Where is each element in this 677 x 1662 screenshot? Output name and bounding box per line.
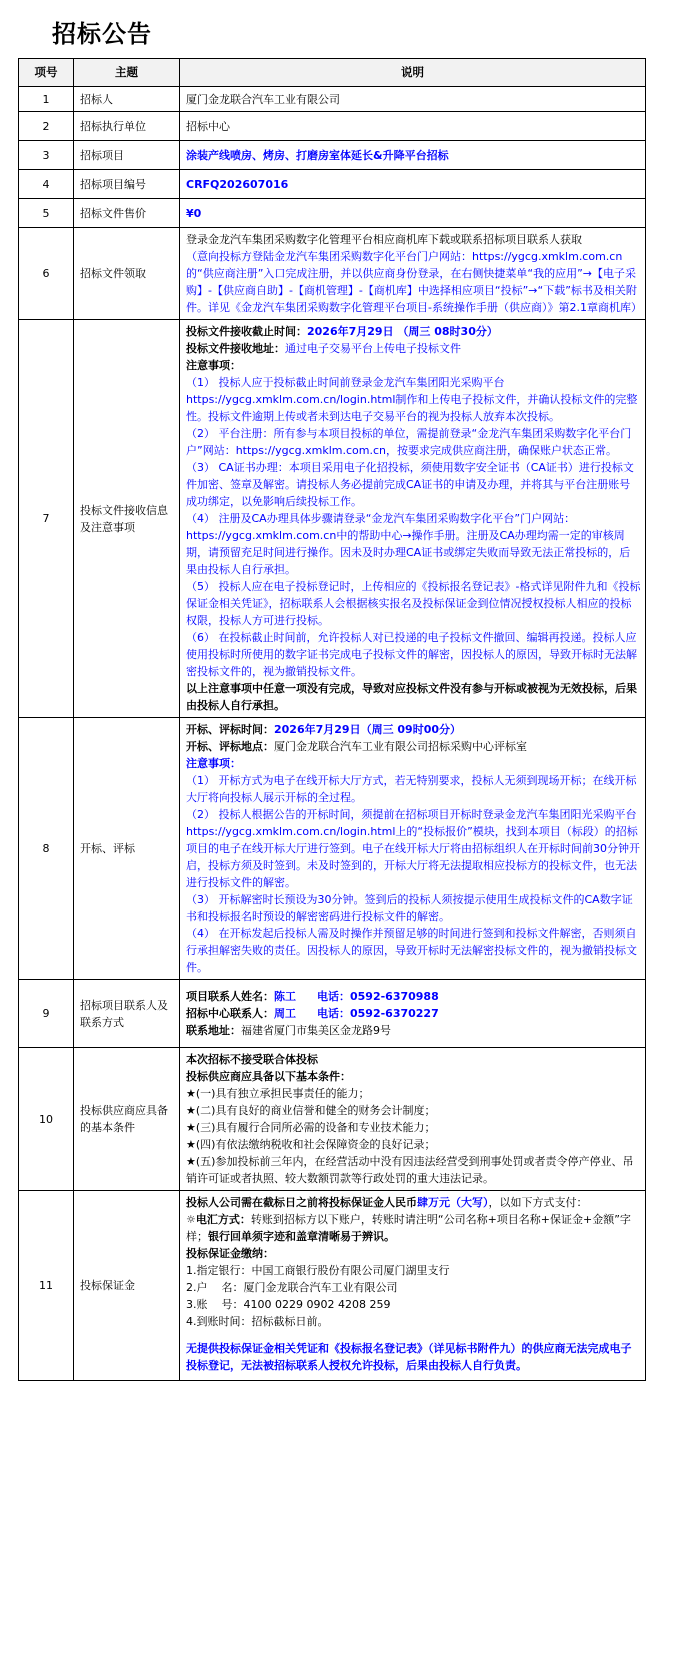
row-no: 11 [19,1191,74,1381]
row-subject: 招标项目联系人及联系方式 [74,980,180,1048]
note-item: （1） 开标方式为电子在线开标大厅方式，若无特别要求，投标人无须到现场开标；在线开标大厅将向投标人展示开标的全过程。 [186,774,637,804]
row-no: 4 [19,170,74,199]
note-item: （1） 投标人应于投标截止时间前登录金龙汽车集团阳光采购平台https://ygcg.xmklm.com.cn/login.html制作和上传电子投标文件，并确认投标文件的完整性。投标文件逾期上传或者未到达电子交易平台的视为投标人放弃本次投标。 [186,376,638,423]
account-number: 3.账 号：4100 0229 0902 4208 259 [186,1298,391,1311]
row-no: 8 [19,718,74,980]
row-no: 3 [19,141,74,170]
table-row [19,141,646,170]
deposit-amount: 肆万元（大写） [417,1196,489,1209]
note-item: （4） 注册及CA办理具体步骤请登录“金龙汽车集团采购数字化平台”门户网站：https://ygcg.xmklm.com.cn中的帮助中心→操作手册。注册及CA办理均需一定的审核周期，请预留充足时间进行操作。因未及时办理CA证书或绑定失败而导致无法正常投标的，后果由投标人自行承担。 [186,512,631,576]
deposit-text: 投标人公司需在截标日之前将投标保证金人民币 [186,1196,417,1209]
contact1-label: 项目联系人姓名： [186,990,274,1003]
place-value: 厦门金龙联合汽车工业有限公司招标采购中心评标室 [274,740,527,753]
cond-item: ★(五)参加投标前三年内，在经营活动中没有因违法经营受到刑事处罚或者责令停产停业、吊销许可证或者执照、较大数额罚款等行政处罚的重大违法记录。 [186,1155,634,1185]
row-no: 5 [19,199,74,228]
row-desc [180,718,646,980]
note-item: （2） 投标人根据公告的开标时间，须提前在招标项目开标时登录金龙汽车集团阳光采购平台https://ygcg.xmklm.com.cn/login.html上的“投标报价”模块，找到本项目（标段）的招标项目的电子在线开标大厅进行签到。电子在线开标大厅将由招标组织人在开标时间前30分钟开启，投标方须及时签到。未及时签到的，开标大厅将无法提取相应投标方的投标文件，也无法进行投标文件的解密。 [186,808,640,889]
cond-item: ★(一)具有独立承担民事责任的能力； [186,1087,370,1100]
table-row [19,718,646,980]
row-subject: 投标文件接收信息及注意事项 [74,320,180,718]
account-name: 2.户 名：厦门金龙联合汽车工业有限公司 [186,1281,398,1294]
addr-label: 投标文件接收地址： [186,342,285,355]
r6-line2: （意向投标方登陆金龙汽车集团采购数字化平台门户网站：https://ygcg.xmklm.com.cn的“供应商注册”入口完成注册，并以供应商身份登录，在右侧快捷菜单“我的应用”→【电子采购】-【供应商自助】-【商机管理】-【商机库】中选择相应项目“投标”→“下载”标书及相关附件。详见《金龙汽车集团采购数字化管理平台项目-系统操作手册（供应商）》第2.1章商机库） [186,250,642,314]
deposit-heading: 投标保证金缴纳： [186,1247,274,1260]
wire-text: 转账到招标方以下账户，转账时请注明“公司名称+项目名称+保证金+金额”字样； [186,1213,631,1243]
contact2-tel: 电话：0592-6370227 [316,1007,439,1020]
row-subject: 投标供应商应具备的基本条件 [74,1048,180,1191]
header-desc: 说明 [180,59,646,87]
table-row [19,1048,646,1191]
note-item: （2） 平台注册：所有参与本项目投标的单位，需提前登录“金龙汽车集团采购数字化平台门户”网站：https://ygcg.xmklm.com.cn，按要求完成供应商注册，确保账户状态正常。 [186,427,632,457]
note-item: （4） 在开标发起后投标人需及时操作并预留足够的时间进行签到和投标文件解密，否则须自行承担解密失败的责任。因投标人的原因，导致开标时无法解密投标文件的，视为撤销投标文件。 [186,927,637,974]
row-no: 1 [19,87,74,112]
table-row [19,87,646,112]
row-subject: 招标文件售价 [74,199,180,228]
addr-value: 通过电子交易平台上传电子投标文件 [285,342,461,355]
notes-label: 注意事项： [186,359,241,372]
table-header [19,59,646,87]
table-row [19,112,646,141]
wire-label: ☼电汇方式： [186,1213,251,1226]
row-desc [180,980,646,1048]
note-item: （5） 投标人应在电子投标登记时，上传相应的《投标报名登记表》-格式详见附件九和《投标保证金相关凭证》，招标联系人会根据核实报名及投标保证金到位情况授权投标人相应的投标权限，投标人方可进行投标。 [186,580,641,627]
row-no: 7 [19,320,74,718]
place-label: 开标、评标地点： [186,740,274,753]
warning-text: 以上注意事项中任意一项没有完成，导致对应投标文件没有参与开标或被视为无效投标，后果由投标人自行承担。 [186,682,637,712]
contact-addr-label: 联系地址： [186,1024,241,1037]
cond-item: ★(三)具有履行合同所必需的设备和专业技术能力； [186,1121,436,1134]
row-subject: 开标、评标 [74,718,180,980]
cond-line: 投标供应商应具备以下基本条件： [186,1070,351,1083]
time-label: 开标、评标时间： [186,723,274,736]
row-subject: 招标项目 [74,141,180,170]
row-desc: 招标中心 [180,112,646,141]
contact1-tel: 电话：0592-6370988 [316,990,439,1003]
note-item: （6） 在投标截止时间前，允许投标人对已投递的电子投标文件撤回、编辑再投递。投标人应使用投标时所使用的数字证书完成电子投标文件的解密，因投标人的原因，导致开标时无法解密投标文件的，视为撤销投标文件。 [186,631,637,678]
page-title: 招标公告 [52,20,152,48]
row-desc [180,228,646,320]
row-subject: 招标执行单位 [74,112,180,141]
row-no: 10 [19,1048,74,1191]
deposit-text-end: ，以如下方式支付： [488,1196,588,1209]
due-line: 4.到账时间：招标截标日前。 [186,1315,329,1328]
table-row [19,199,646,228]
row-desc: CRFQ202607016 [180,170,646,199]
contact2-label: 招标中心联系人： [186,1007,274,1020]
wire-note: 银行回单须字迹和盖章清晰易于辨识。 [208,1230,395,1243]
bank-line: 1.指定银行：中国工商银行股份有限公司厦门湖里支行 [186,1264,450,1277]
row-subject: 招标项目编号 [74,170,180,199]
cond-item: ★(二)具有良好的商业信誉和健全的财务会计制度； [186,1104,436,1117]
row-desc: ¥0 [180,199,646,228]
header-no: 项号 [19,59,74,87]
row-desc [180,1048,646,1191]
deadline-value: 2026年7月29日 （周三 08时30分） [307,325,498,338]
table-row [19,170,646,199]
row-desc [180,1191,646,1381]
table-row [19,320,646,718]
row-desc: 厦门金龙联合汽车工业有限公司 [180,87,646,112]
note-item: （3） CA证书办理：本项目采用电子化招投标，须使用数字安全证书（CA证书）进行投标文件加密、签章及解密。请投标人务必提前完成CA证书的申请及办理，并将其与平台注册账号成功绑定，以免影响后续投标工作。 [186,461,634,508]
row-no: 6 [19,228,74,320]
header-subject: 主题 [74,59,180,87]
time-value: 2026年7月29日（周三 09时00分） [274,723,462,736]
notes-label: 注意事项： [186,757,241,770]
bid-table [18,58,646,1381]
cond-item: ★(四)有依法缴纳税收和社会保障资金的良好记录； [186,1138,436,1151]
contact-addr-value: 福建省厦门市集美区金龙路9号 [241,1024,391,1037]
row-subject: 招标人 [74,87,180,112]
row-subject: 招标文件领取 [74,228,180,320]
cond-line: 本次招标不接受联合体投标 [186,1053,318,1066]
table-row [19,1191,646,1381]
row-no: 9 [19,980,74,1048]
table-row [19,228,646,320]
row-no: 2 [19,112,74,141]
deadline-label: 投标文件接收截止时间： [186,325,307,338]
row-subject: 投标保证金 [74,1191,180,1381]
row-desc: 涂装产线喷房、烤房、打磨房室体延长&升降平台招标 [180,141,646,170]
row-desc [180,320,646,718]
table-row [19,980,646,1048]
contact2-name: 周工 [274,1007,296,1020]
contact1-name: 陈工 [274,990,296,1003]
r6-line1: 登录金龙汽车集团采购数字化管理平台相应商机库下载或联系招标项目联系人获取 [186,233,582,246]
note-item: （3） 开标解密时长预设为30分钟。签到后的投标人须按提示使用生成投标文件的CA数字证书和投标报名时预设的解密密码进行投标文件的解密。 [186,893,633,923]
deposit-warning: 无提供投标保证金相关凭证和《投标报名登记表》（详见标书附件九）的供应商无法完成电子投标登记，无法被招标联系人授权允许投标，后果由投标人自行负责。 [186,1342,632,1372]
